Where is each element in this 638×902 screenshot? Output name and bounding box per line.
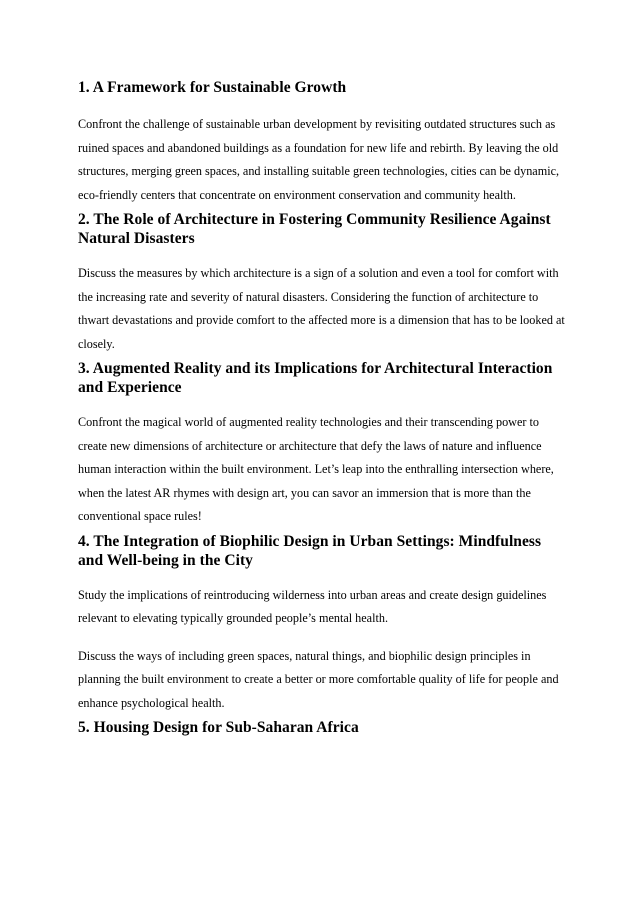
section-augmented-reality [78, 359, 568, 529]
section-housing-design [78, 718, 568, 737]
section-paragraph: Study the implications of reintroducing wilderness into urban areas and create design guidelines relevant to elevating typically grounded people’s mental health. [78, 587, 547, 625]
section-heading: 2. The Role of Architecture in Fostering Community Resilience Against Natural Disasters [78, 211, 551, 247]
section-biophilic-design [78, 532, 568, 716]
section-heading: 4. The Integration of Biophilic Design in Urban Settings: Mindfulness and Well-being in the City [78, 532, 542, 569]
section-heading: 5. Housing Design for Sub-Saharan Africa [78, 719, 359, 736]
section-paragraph: Discuss the ways of including green spaces, natural things, and biophilic design principles in planning the built environment to create a better or more comfortable quality of life for people and enhance psychological health. [78, 648, 559, 710]
section-sustainable-growth [78, 78, 568, 207]
section-community-resilience [78, 210, 568, 356]
section-heading: 1. A Framework for Sustainable Growth [78, 79, 347, 96]
section-heading: 3. Augmented Reality and its Implications for Architectural Interaction and Experience [78, 360, 553, 396]
section-paragraph: Discuss the measures by which architecture is a sign of a solution and even a tool for comfort with the increasing rate and severity of natural disasters. Considering the function of architecture to thwart devastations and provide comfort to the affected more is a dimension that has to be looked at closely. [78, 266, 565, 351]
section-paragraph: Confront the challenge of sustainable urban development by revisiting outdated structures such as ruined spaces and abandoned buildings as a foundation for new life and rebirth. By leaving the old structures, merging green spaces, and installing suitable green technologies, cities can be dynamic, eco-friendly centers that concentrate on environment conservation and community health. [78, 117, 560, 202]
section-paragraph: Confront the magical world of augmented reality technologies and their transcending power to create new dimensions of architecture or architecture that defy the laws of nature and influence human interaction within the built environment. Let’s leap into the enthralling intersection where, when the latest AR rhymes with design art, you can savor an immersion that is more than the conventional space rules! [78, 415, 554, 523]
document-page [78, 76, 568, 737]
